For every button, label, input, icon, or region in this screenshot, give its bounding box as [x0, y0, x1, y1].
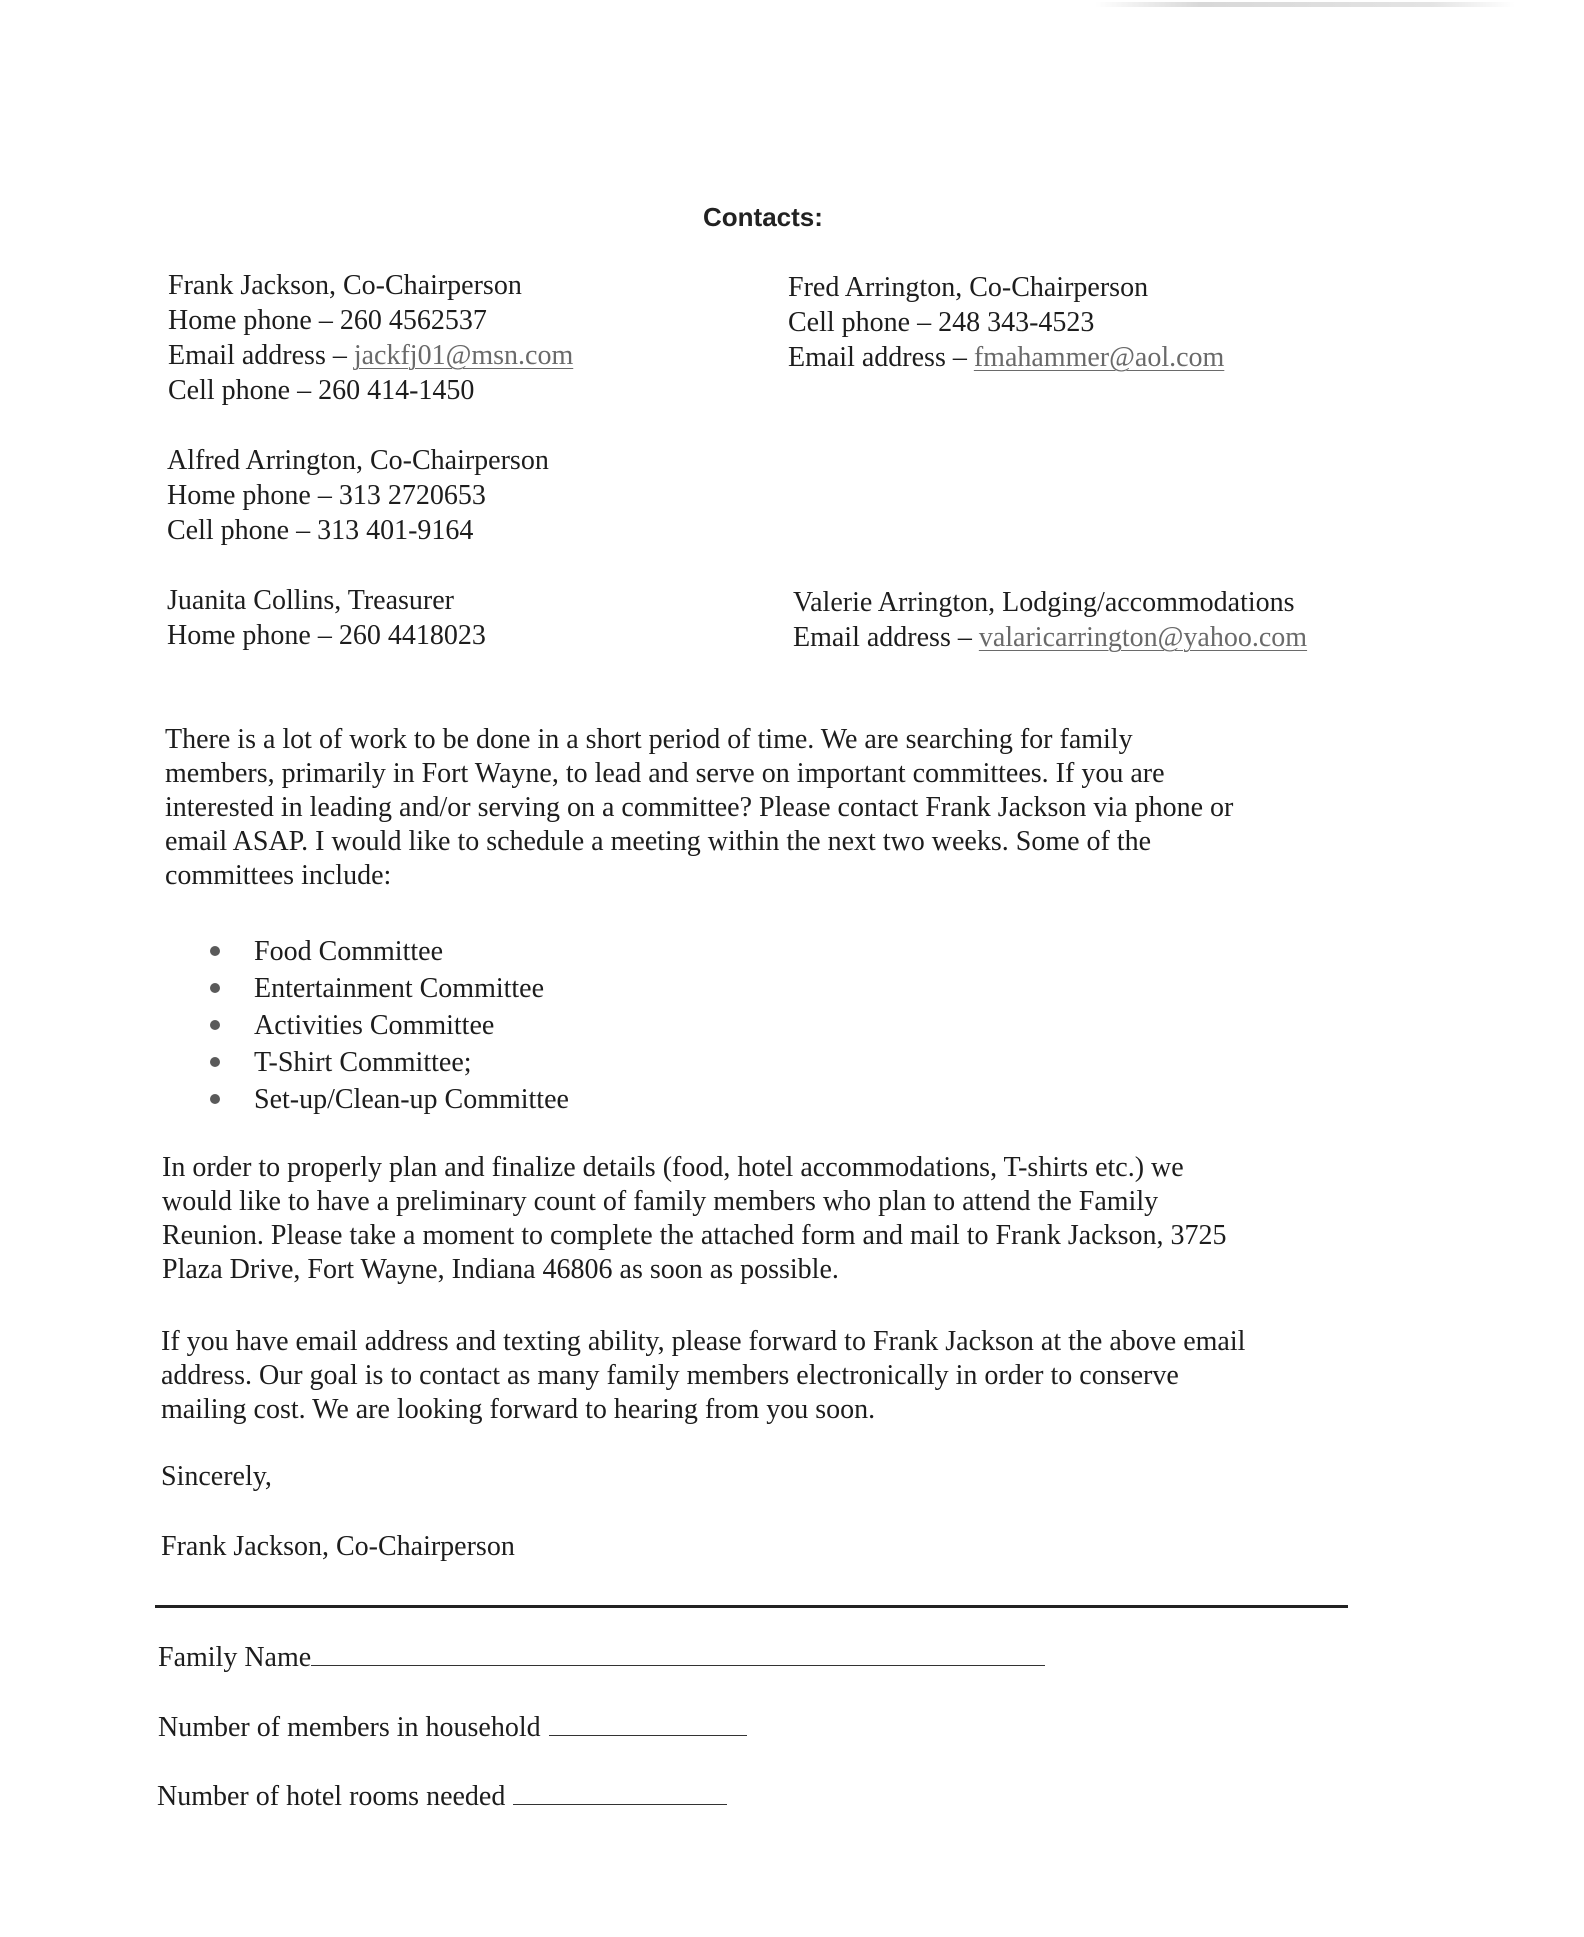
hotel-rooms-label: Number of hotel rooms needed: [157, 1781, 506, 1812]
family-name-row: [158, 1641, 1045, 1675]
paragraph-line: mailing cost. We are looking forward to hearing from you soon.: [161, 1394, 876, 1425]
committee-label: Set-up/Clean-up Committee: [254, 1084, 569, 1115]
contact-cell-phone: Cell phone – 248 343-4523: [788, 307, 1095, 338]
paragraph-line: committees include:: [165, 860, 392, 891]
closing-salutation: Sincerely,: [161, 1461, 272, 1492]
contact-juanita-collins: [167, 583, 486, 653]
email-link[interactable]: fmahammer@aol.com: [973, 342, 1225, 373]
contact-frank-jackson: [168, 268, 573, 408]
contact-name: Fred Arrington, Co-Chairperson: [788, 272, 1149, 303]
contact-name: Valerie Arrington, Lodging/accommodations: [793, 587, 1295, 618]
email-link[interactable]: jackfj01@msn.com: [353, 340, 574, 371]
intro-paragraph: [165, 723, 1233, 893]
list-item: [210, 933, 569, 970]
list-item: [210, 1081, 569, 1118]
signature-line: Frank Jackson, Co-Chairperson: [161, 1531, 515, 1562]
paragraph-line: email ASAP. I would like to schedule a meeting within the next two weeks. Some of the: [165, 826, 1152, 857]
paragraph-line: address. Our goal is to contact as many family members electronically in order to conserve: [161, 1360, 1179, 1391]
bullet-icon: [210, 1057, 220, 1067]
contact-email-line: [168, 338, 573, 373]
contacts-heading: Contacts:: [703, 202, 823, 232]
committee-label: Activities Committee: [254, 1010, 495, 1041]
household-members-row: [158, 1711, 747, 1745]
contact-home-phone: Home phone – 260 4418023: [167, 620, 486, 651]
bullet-icon: [210, 983, 220, 993]
contact-home-phone: Home phone – 260 4562537: [168, 305, 487, 336]
scan-artifact: [1095, 2, 1515, 7]
paragraph-line: If you have email address and texting ability, please forward to Frank Jackson at the above email: [161, 1326, 1246, 1357]
family-name-label: Family Name: [158, 1642, 312, 1673]
form-divider: [155, 1605, 1348, 1608]
list-item: [210, 1007, 569, 1044]
contact-email-line: [788, 340, 1224, 375]
paragraph-line: In order to properly plan and finalize details (food, hotel accommodations, T-shirts etc.) we: [162, 1152, 1184, 1183]
list-item: [210, 970, 569, 1007]
contact-cell-phone: Cell phone – 260 414-1450: [168, 375, 475, 406]
paragraph-line: would like to have a preliminary count of family members who plan to attend the Family: [162, 1186, 1159, 1217]
contact-cell-phone: Cell phone – 313 401-9164: [167, 515, 474, 546]
household-members-label: Number of members in household: [158, 1712, 541, 1743]
paragraph-line: There is a lot of work to be done in a short period of time. We are searching for family: [165, 724, 1133, 755]
email-link[interactable]: valaricarrington@yahoo.com: [978, 622, 1308, 653]
contact-name: Alfred Arrington, Co-Chairperson: [167, 445, 549, 476]
contact-valerie-arrington: [793, 585, 1307, 655]
committee-label: Food Committee: [254, 936, 443, 967]
contact-name: Frank Jackson, Co-Chairperson: [168, 270, 522, 301]
contact-home-phone: Home phone – 313 2720653: [167, 480, 486, 511]
paragraph-line: Reunion. Please take a moment to complete the attached form and mail to Frank Jackson, 3725: [162, 1220, 1227, 1251]
bullet-icon: [210, 1020, 220, 1030]
email-label: Email address –: [788, 342, 974, 373]
paragraph-line: interested in leading and/or serving on a committee? Please contact Frank Jackson via phone or: [165, 792, 1234, 823]
hotel-rooms-field[interactable]: [513, 1782, 727, 1805]
contact-fred-arrington: [788, 270, 1224, 375]
list-item: [210, 1044, 569, 1081]
contact-alfred-arrington: [167, 443, 549, 548]
paragraph-line: members, primarily in Fort Wayne, to lead and serve on important committees. If you are: [165, 758, 1165, 789]
committee-list: [210, 933, 569, 1118]
paragraph-line: Plaza Drive, Fort Wayne, Indiana 46806 as soon as possible.: [162, 1254, 839, 1285]
contact-name: Juanita Collins, Treasurer: [167, 585, 454, 616]
email-label: Email address –: [793, 622, 979, 653]
email-request-paragraph: [161, 1325, 1245, 1427]
contact-email-line: [793, 620, 1307, 655]
household-members-field[interactable]: [549, 1713, 747, 1736]
bullet-icon: [210, 1094, 220, 1104]
planning-paragraph: [162, 1151, 1227, 1287]
family-name-field[interactable]: [311, 1643, 1045, 1666]
committee-label: T-Shirt Committee;: [254, 1047, 472, 1078]
bullet-icon: [210, 946, 220, 956]
committee-label: Entertainment Committee: [254, 973, 545, 1004]
hotel-rooms-row: [157, 1780, 727, 1814]
email-label: Email address –: [168, 340, 354, 371]
